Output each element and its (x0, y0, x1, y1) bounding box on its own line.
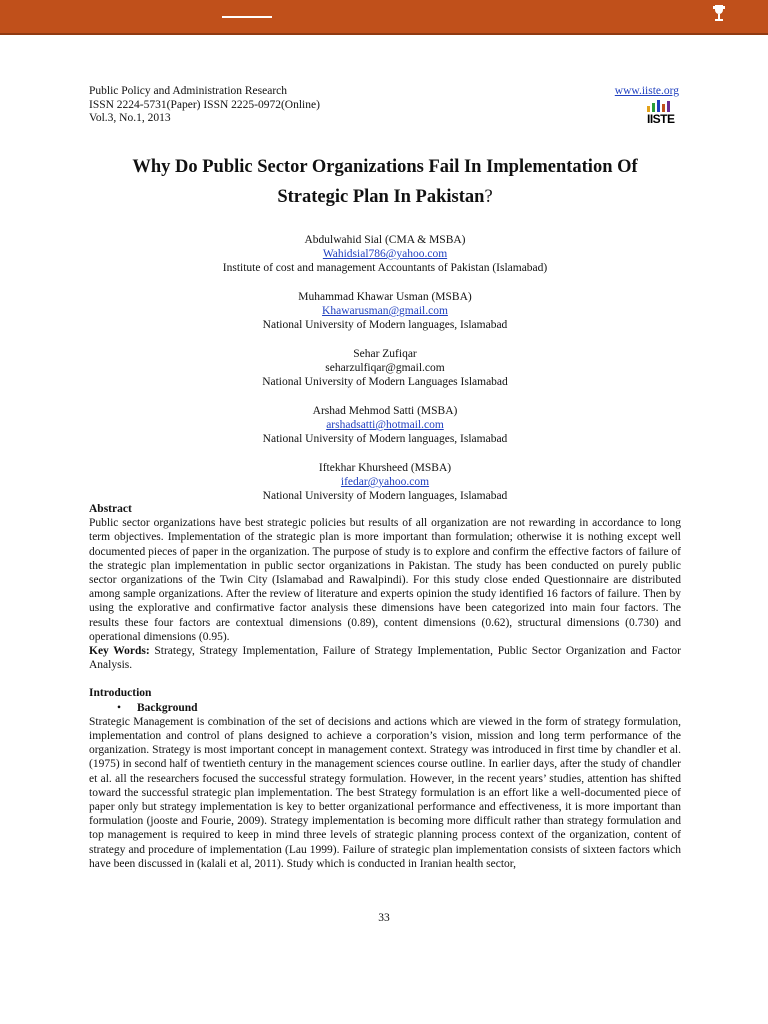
page-number: 33 (378, 912, 390, 924)
author-list (89, 233, 681, 503)
introduction-text: Strategic Management is combination of the set of decisions and actions which are viewed in the form of strategy formulation, implementation and control of plans designed to achieve a corporation’s vision, mission and long term performance of the organization. Strategy is most important concept in management context. Strategy was introduced in first time by chandler et al. (1975) in second half of twentieth century in the management sciences course outline. In earlier days, after the study of chandler et al. all the researchers focused the successful strategy formulation. However, in the recent years’ studies, attention has shifted toward the successful strategic plan implementation. The best Strategy formulation is an effort like a well-documented piece of paper only but strategy implementation is key to better organizational performance and effectiveness, it is more important than formulation (jooste and Fourie, 2009). Strategy implementation is becoming more difficult rather than strategy formulation and top management is required to keep in mind three levels of strategic planning process context of the organization, content of strategy and procedure of implementation (Lau 1999). Failure of strategic plan implementation consists of sixteen factors which have been discussed in (kalali et al, 2011). Study which is conducted in Iranian health sector, (89, 715, 681, 870)
trophy-icon[interactable] (712, 3, 726, 25)
author-name: Iftekhar Khursheed (MSBA) (318, 462, 452, 474)
author-block (89, 461, 681, 503)
abstract-text: Public sector organizations have best strategic policies but results of all organization are not rewarding in accordance to long term objectives. Implementation of the strategic plan is more important than formulation; otherwise it is nothing except well documented pieces of paper in the organization. The purpose of study is to explore and confirm the effective factors of failure of the strategic plan implementation in public sector organizations in Pakistan. The study has been conducted on purely public sector organizations of the Twin City (Islamabad and Rawalpindi). For this study close ended Questionnaire are distributed among sample organizations. After the review of literature and experts opinion the study identified 16 factors of failure. Then by using the explorative and confirmative factor analysis these dimensions have been categorized into main four factors. The results these four factors are contextual dimensions (0.89), content dimensions (0.62), structural dimensions (0.730) and operational dimensions (0.95). (89, 517, 681, 643)
iiste-logo (647, 100, 679, 130)
author-block (89, 233, 681, 275)
paper-body (89, 502, 681, 871)
author-block (89, 347, 681, 389)
author-affiliation: Institute of cost and management Accountants of Pakistan (Islamabad) (222, 262, 548, 274)
title-question-mark: ? (484, 187, 493, 207)
author-affiliation: National University of Modern languages, Islamabad (262, 319, 508, 331)
abstract-heading: Abstract (89, 503, 132, 515)
journal-name: Public Policy and Administration Research (89, 85, 288, 97)
author-affiliation: National University of Modern Languages Islamabad (262, 376, 508, 388)
author-email: seharzulfiqar@gmail.com (325, 362, 445, 374)
author-block (89, 290, 681, 332)
author-name: Arshad Mehmod Satti (MSBA) (312, 405, 458, 417)
author-name: Abdulwahid Sial (CMA & MSBA) (304, 234, 466, 246)
toolbar-tab-indicator[interactable] (222, 16, 272, 18)
author-email-link[interactable]: arshadsatti@hotmail.com (326, 419, 444, 431)
introduction-heading: Introduction (89, 687, 152, 700)
title-line-1: Why Do Public Sector Organizations Fail In Implementation Of (132, 157, 638, 177)
author-email-link[interactable]: ifedar@yahoo.com (340, 476, 430, 488)
title-line-2: Strategic Plan In Pakistan (277, 187, 485, 207)
keywords-label: Key Words: (89, 645, 150, 658)
author-name: Sehar Zufiqar (353, 348, 417, 360)
paper-title (89, 152, 681, 212)
author-affiliation: National University of Modern languages, Islamabad (262, 433, 508, 445)
journal-website-link[interactable]: www.iiste.org (614, 85, 679, 97)
author-name: Muhammad Khawar Usman (MSBA) (298, 291, 472, 303)
author-email-link[interactable]: Khawarusman@gmail.com (322, 305, 448, 317)
background-subheading (89, 701, 681, 715)
background-label: Background (137, 701, 198, 714)
keywords (89, 644, 681, 672)
author-email-link[interactable]: Wahidsial786@yahoo.com (322, 248, 448, 260)
author-affiliation: National University of Modern languages, Islamabad (262, 490, 508, 502)
top-toolbar (0, 0, 768, 35)
author-block (89, 404, 681, 446)
journal-volume: Vol.3, No.1, 2013 (89, 112, 171, 124)
keywords-text: Strategy, Strategy Implementation, Failure of Strategy Implementation, Public Sector Organization and Factor Analysis. (89, 645, 681, 672)
journal-header (89, 85, 681, 126)
logo-bars-icon (647, 100, 679, 112)
logo-text: IISTE (647, 112, 675, 126)
journal-issn: ISSN 2224-5731(Paper) ISSN 2225-0972(Online) (89, 98, 320, 111)
bullet-icon: • (117, 701, 122, 714)
